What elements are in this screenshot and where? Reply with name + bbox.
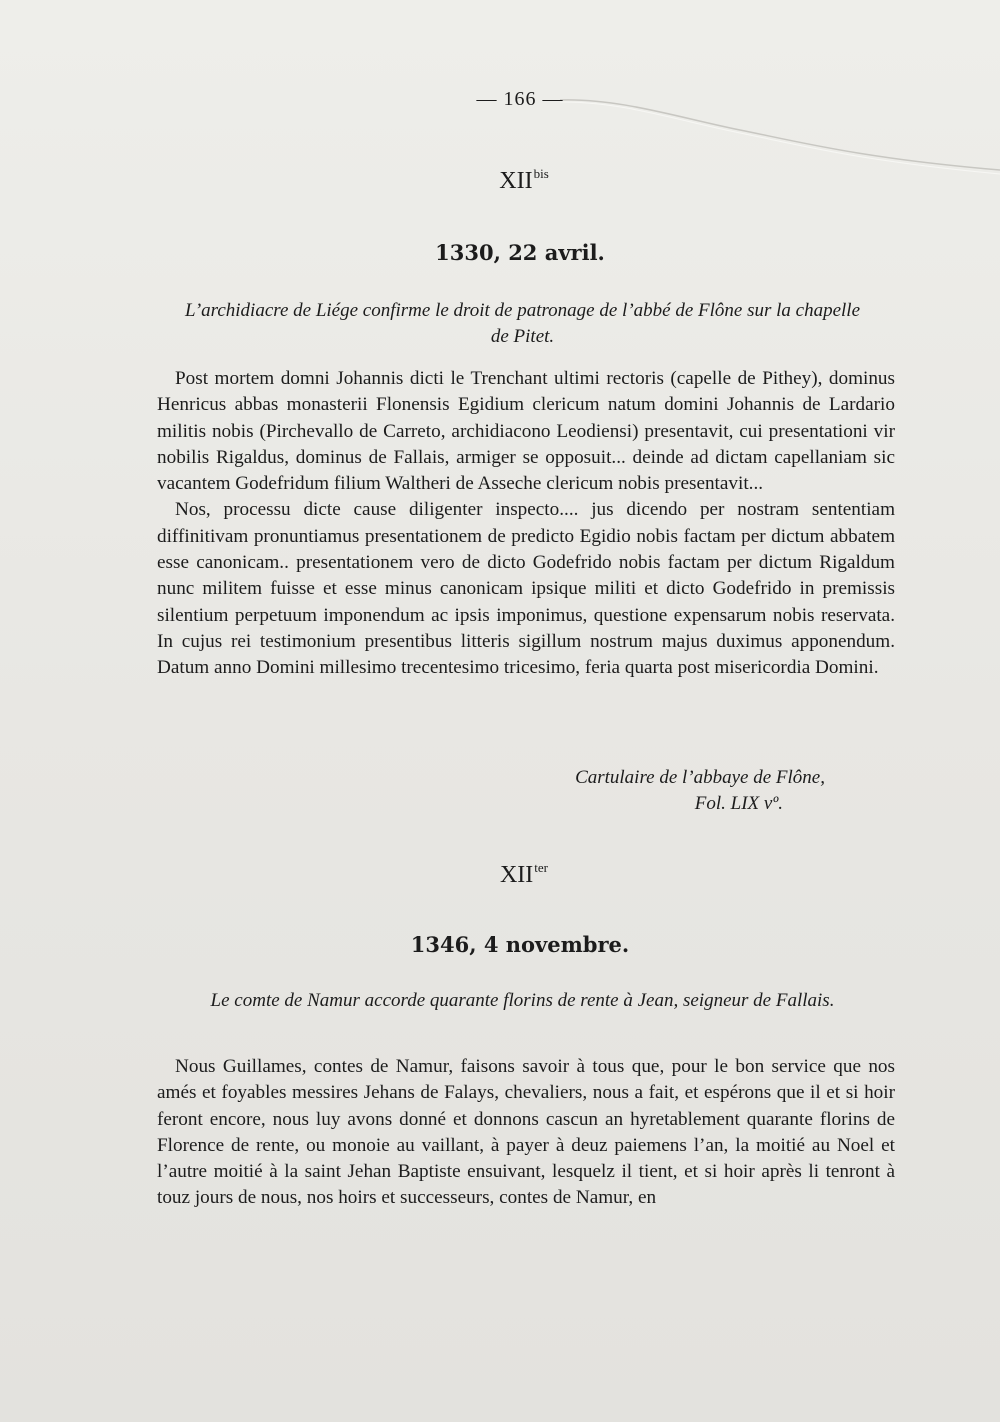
section-number-suffix: bis xyxy=(533,166,549,181)
source-line: Fol. LIX vº. xyxy=(694,793,783,814)
section-number xyxy=(0,166,1000,195)
section-summary: Le comte de Namur accorde quarante florins de rente à Jean, seigneur de Fallais. xyxy=(210,990,835,1011)
section-body xyxy=(157,1054,895,1212)
body-paragraph: Nous Guillames, contes de Namur, faisons savoir à tous que, pour le bon service que nos amés et foyables messires Jehans de Falays, chevaliers, nous a fait, et espérons que il et si hoir feront encore, nous luy avons donné et donnons cascun an hyretablement quarante florins de Florence de rente, ou monoie au vaillant, à payer à deuz paiemens l’an, la moitié au Noel et l’autre moitié à la saint Jehan Baptiste ensuivant, lesquelz il tient, et si hoir après li tenront à touz jours de nous, nos hoirs et successeurs, contes de Namur, en xyxy=(157,1056,895,1209)
section-body xyxy=(157,366,895,682)
source-citation xyxy=(575,765,825,817)
section-number xyxy=(0,860,1000,889)
section-number-main: XII xyxy=(499,168,533,194)
section-date: 1330, 22 avril. xyxy=(435,240,605,265)
section-date: 1346, 4 novembre. xyxy=(410,932,630,957)
section-summary: L’archidiacre de Liége confirme le droit de patronage de l’abbé de Flône sur la chapelle de Pitet. xyxy=(184,300,861,347)
body-paragraph: Nos, processu dicte cause diligenter inspecto.... jus dicendo per nostram sententiam diffinitivam pronuntiamus presentationem de predicto Egidio nobis factam per dictum abbatem esse canonicam.. presentationem vero de dicto Godefrido nobis factam per dictum Rigaldum nunc militem fuisse et esse minus canonicam ipsique militi et dicto Godefrido in premissis silentium perpetuum imponendum ac ipsis imponimus, questione expensarum nobis reservata. In cujus rei testimonium presentibus litteris sigillum nostrum majus duximus apponendum. Datum anno Domini millesimo trecentesimo tricesimo, feria quarta post misericordia Domini. xyxy=(157,499,895,679)
body-paragraph: Post mortem domni Johannis dicti le Trenchant ultimi rectoris (capelle de Pithey), dominus Henricus abbas monasterii Flonensis Egidium clericum natum domini Johannis de Lardario militis nobis (Pirchevallo de Carreto, archidiacono Leodiensi) presentavit, cui presentationi vir nobilis Rigaldus, dominus de Fallais, armiger se opposuit... deinde ad dictam capellaniam sic vacantem Godefridum filium Waltheri de Asseche clericum nobis presentavit... xyxy=(157,368,895,495)
page-number: — 166 — xyxy=(476,88,564,110)
source-line: Cartulaire de l’abbaye de Flône, xyxy=(575,767,825,788)
section-number-main: XII xyxy=(499,862,534,888)
section-number-suffix: ter xyxy=(534,860,549,875)
